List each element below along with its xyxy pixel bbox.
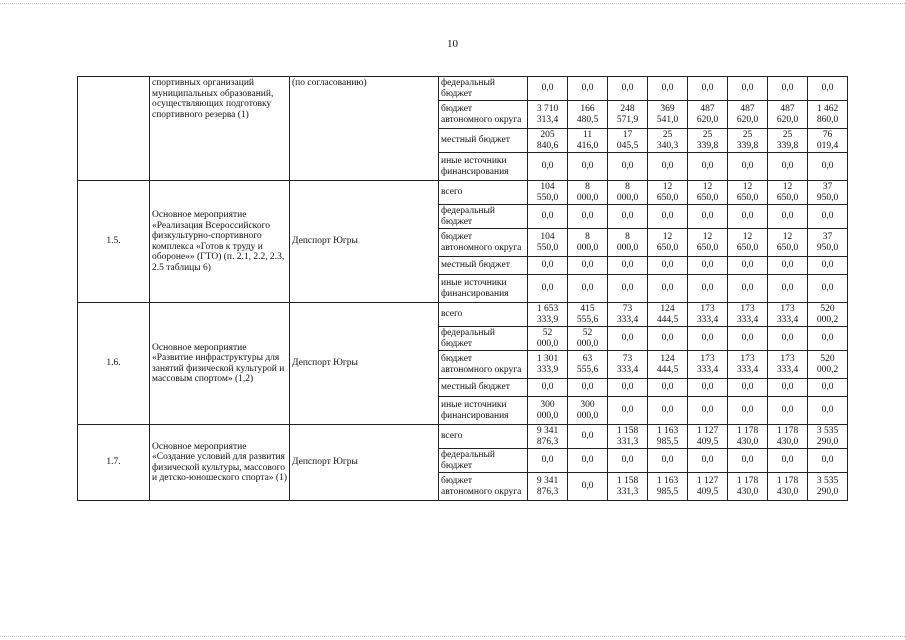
amount-cell: 17 045,5: [608, 129, 648, 153]
amount-cell: 173 333,4: [728, 351, 768, 379]
amount-cell: 1 163 985,5: [648, 425, 688, 449]
funding-source: всего: [439, 425, 528, 449]
amount-cell: 0,0: [568, 473, 608, 501]
amount-cell: 0,0: [768, 257, 808, 275]
amount-cell: 0,0: [728, 275, 768, 303]
amount-cell: 11 416,0: [568, 129, 608, 153]
amount-cell: 0,0: [528, 77, 568, 101]
amount-cell: 73 333,4: [608, 303, 648, 327]
amount-cell: 3 535 290,0: [808, 473, 848, 501]
amount-cell: 0,0: [728, 77, 768, 101]
amount-cell: 1 462 860,0: [808, 101, 848, 129]
amount-cell: 0,0: [648, 327, 688, 351]
amount-cell: 0,0: [688, 327, 728, 351]
amount-cell: 520 000,2: [808, 351, 848, 379]
amount-cell: 0,0: [608, 327, 648, 351]
amount-cell: 76 019,4: [808, 129, 848, 153]
activity-name: Основное мероприятие «Создание условий для развития физической культуры, массового и детско-юношеского спорта» (1): [150, 425, 290, 501]
funding-source: всего: [439, 181, 528, 205]
funding-source: бюджет автономного округа: [439, 229, 528, 257]
amount-cell: 0,0: [528, 153, 568, 181]
amount-cell: 0,0: [568, 379, 608, 397]
amount-cell: 0,0: [528, 257, 568, 275]
amount-cell: 0,0: [608, 275, 648, 303]
amount-cell: 0,0: [768, 275, 808, 303]
amount-cell: 1 301 333,9: [528, 351, 568, 379]
amount-cell: 12 650,0: [768, 229, 808, 257]
amount-cell: 248 571,9: [608, 101, 648, 129]
amount-cell: 0,0: [808, 397, 848, 425]
amount-cell: 0,0: [688, 379, 728, 397]
amount-cell: 0,0: [688, 257, 728, 275]
amount-cell: 1 163 985,5: [648, 473, 688, 501]
amount-cell: 0,0: [808, 153, 848, 181]
funding-source: бюджет автономного округа: [439, 101, 528, 129]
amount-cell: 1 178 430,0: [768, 425, 808, 449]
table-body: [78, 77, 848, 501]
amount-cell: 8 000,0: [608, 229, 648, 257]
responsible-executor: (по согласованию): [290, 77, 439, 181]
amount-cell: 173 333,4: [768, 303, 808, 327]
amount-cell: 1 178 430,0: [728, 473, 768, 501]
amount-cell: 0,0: [568, 425, 608, 449]
activity-name: Основное мероприятие «Развитие инфраструктуры для занятий физической культурой и массовым спортом» (1,2): [150, 303, 290, 425]
amount-cell: 104 550,0: [528, 229, 568, 257]
amount-cell: 166 480,5: [568, 101, 608, 129]
responsible-executor: Депспорт Югры: [290, 303, 439, 425]
amount-cell: 0,0: [728, 153, 768, 181]
amount-cell: 25 339,8: [688, 129, 728, 153]
funding-source: федеральный бюджет: [439, 77, 528, 101]
amount-cell: 487 620,0: [768, 101, 808, 129]
amount-cell: 0,0: [648, 257, 688, 275]
amount-cell: 415 555,6: [568, 303, 608, 327]
amount-cell: 205 840,6: [528, 129, 568, 153]
amount-cell: 9 341 876,3: [528, 425, 568, 449]
amount-cell: 0,0: [768, 327, 808, 351]
activity-name: Основное мероприятие «Реализация Всероссийского физкультурно-спортивного комплекса «Готов к труду и обороне»» (ГТО) (п. 2.1, 2.2, 2.3, 2.5 таблицы 6): [150, 181, 290, 303]
amount-cell: 173 333,4: [728, 303, 768, 327]
table-row: [78, 303, 848, 327]
amount-cell: 0,0: [728, 379, 768, 397]
section-code: 1.5.: [78, 181, 150, 303]
amount-cell: 0,0: [688, 77, 728, 101]
amount-cell: 25 340,3: [648, 129, 688, 153]
section-code: 1.6.: [78, 303, 150, 425]
amount-cell: 37 950,0: [808, 229, 848, 257]
amount-cell: 0,0: [528, 205, 568, 229]
amount-cell: 0,0: [808, 449, 848, 473]
amount-cell: 104 550,0: [528, 181, 568, 205]
amount-cell: 3 710 313,4: [528, 101, 568, 129]
amount-cell: 0,0: [648, 205, 688, 229]
amount-cell: 0,0: [608, 379, 648, 397]
activity-name: спортивных организаций муниципальных образований, осуществляющих подготовку спортивного резерва (1): [150, 77, 290, 181]
amount-cell: 0,0: [608, 257, 648, 275]
funding-source: федеральный бюджет: [439, 205, 528, 229]
amount-cell: 0,0: [648, 153, 688, 181]
amount-cell: 25 339,8: [768, 129, 808, 153]
amount-cell: 63 555,6: [568, 351, 608, 379]
amount-cell: 73 333,4: [608, 351, 648, 379]
amount-cell: 0,0: [608, 397, 648, 425]
amount-cell: 1 653 333,9: [528, 303, 568, 327]
amount-cell: 0,0: [688, 275, 728, 303]
funding-source: местный бюджет: [439, 257, 528, 275]
amount-cell: 0,0: [808, 77, 848, 101]
amount-cell: 1 178 430,0: [768, 473, 808, 501]
amount-cell: 0,0: [568, 257, 608, 275]
amount-cell: 173 333,4: [768, 351, 808, 379]
funding-source: иные источники финансирования: [439, 275, 528, 303]
amount-cell: 0,0: [808, 205, 848, 229]
amount-cell: 0,0: [768, 77, 808, 101]
responsible-executor: Депспорт Югры: [290, 181, 439, 303]
amount-cell: 520 000,2: [808, 303, 848, 327]
amount-cell: 1 158 331,3: [608, 425, 648, 449]
amount-cell: 12 650,0: [728, 229, 768, 257]
funding-source: местный бюджет: [439, 129, 528, 153]
amount-cell: 0,0: [768, 205, 808, 229]
section-code: [78, 77, 150, 181]
amount-cell: 8 000,0: [568, 181, 608, 205]
amount-cell: 0,0: [728, 449, 768, 473]
amount-cell: 12 650,0: [768, 181, 808, 205]
amount-cell: 12 650,0: [688, 181, 728, 205]
amount-cell: 1 127 409,5: [688, 473, 728, 501]
amount-cell: 12 650,0: [648, 229, 688, 257]
amount-cell: 12 650,0: [688, 229, 728, 257]
amount-cell: 0,0: [528, 379, 568, 397]
amount-cell: 8 000,0: [608, 181, 648, 205]
amount-cell: 173 333,4: [688, 351, 728, 379]
amount-cell: 124 444,5: [648, 351, 688, 379]
amount-cell: 0,0: [608, 153, 648, 181]
amount-cell: 0,0: [768, 153, 808, 181]
amount-cell: 0,0: [648, 275, 688, 303]
amount-cell: 12 650,0: [728, 181, 768, 205]
funding-source: бюджет автономного округа: [439, 351, 528, 379]
amount-cell: 0,0: [608, 77, 648, 101]
funding-source: федеральный бюджет: [439, 449, 528, 473]
amount-cell: 0,0: [808, 275, 848, 303]
table-row: [78, 181, 848, 205]
section-code: 1.7.: [78, 425, 150, 501]
amount-cell: 25 339,8: [728, 129, 768, 153]
amount-cell: 0,0: [648, 397, 688, 425]
amount-cell: 0,0: [728, 205, 768, 229]
amount-cell: 0,0: [728, 397, 768, 425]
amount-cell: 369 541,0: [648, 101, 688, 129]
amount-cell: 0,0: [768, 379, 808, 397]
amount-cell: 52 000,0: [568, 327, 608, 351]
amount-cell: 487 620,0: [688, 101, 728, 129]
amount-cell: 0,0: [648, 77, 688, 101]
amount-cell: 37 950,0: [808, 181, 848, 205]
amount-cell: 52 000,0: [528, 327, 568, 351]
amount-cell: 0,0: [688, 205, 728, 229]
amount-cell: 0,0: [688, 153, 728, 181]
amount-cell: 0,0: [768, 397, 808, 425]
funding-source: федеральный бюджет: [439, 327, 528, 351]
amount-cell: 0,0: [808, 379, 848, 397]
amount-cell: 0,0: [568, 205, 608, 229]
amount-cell: 0,0: [688, 397, 728, 425]
amount-cell: 0,0: [608, 205, 648, 229]
amount-cell: 0,0: [648, 449, 688, 473]
amount-cell: 0,0: [648, 379, 688, 397]
responsible-executor: Депспорт Югры: [290, 425, 439, 501]
table-row: [78, 77, 848, 101]
amount-cell: 0,0: [768, 449, 808, 473]
amount-cell: 0,0: [568, 153, 608, 181]
amount-cell: 1 178 430,0: [728, 425, 768, 449]
amount-cell: 487 620,0: [728, 101, 768, 129]
amount-cell: 300 000,0: [568, 397, 608, 425]
amount-cell: 0,0: [688, 449, 728, 473]
table-row: [78, 425, 848, 449]
amount-cell: 124 444,5: [648, 303, 688, 327]
amount-cell: 173 333,4: [688, 303, 728, 327]
amount-cell: 9 341 876,3: [528, 473, 568, 501]
amount-cell: 0,0: [808, 257, 848, 275]
amount-cell: 0,0: [808, 327, 848, 351]
funding-source: всего: [439, 303, 528, 327]
amount-cell: 0,0: [728, 257, 768, 275]
page-number: 10: [447, 38, 458, 50]
amount-cell: 0,0: [568, 449, 608, 473]
funding-source: иные источники финансирования: [439, 397, 528, 425]
amount-cell: 3 535 290,0: [808, 425, 848, 449]
funding-source: бюджет автономного округа: [439, 473, 528, 501]
amount-cell: 12 650,0: [648, 181, 688, 205]
amount-cell: 8 000,0: [568, 229, 608, 257]
amount-cell: 0,0: [568, 77, 608, 101]
amount-cell: 0,0: [608, 449, 648, 473]
financing-table: [77, 76, 848, 501]
amount-cell: 1 127 409,5: [688, 425, 728, 449]
amount-cell: 0,0: [528, 449, 568, 473]
amount-cell: 1 158 331,3: [608, 473, 648, 501]
funding-source: местный бюджет: [439, 379, 528, 397]
amount-cell: 0,0: [528, 275, 568, 303]
amount-cell: 300 000,0: [528, 397, 568, 425]
amount-cell: 0,0: [728, 327, 768, 351]
amount-cell: 0,0: [568, 275, 608, 303]
funding-source: иные источники финансирования: [439, 153, 528, 181]
